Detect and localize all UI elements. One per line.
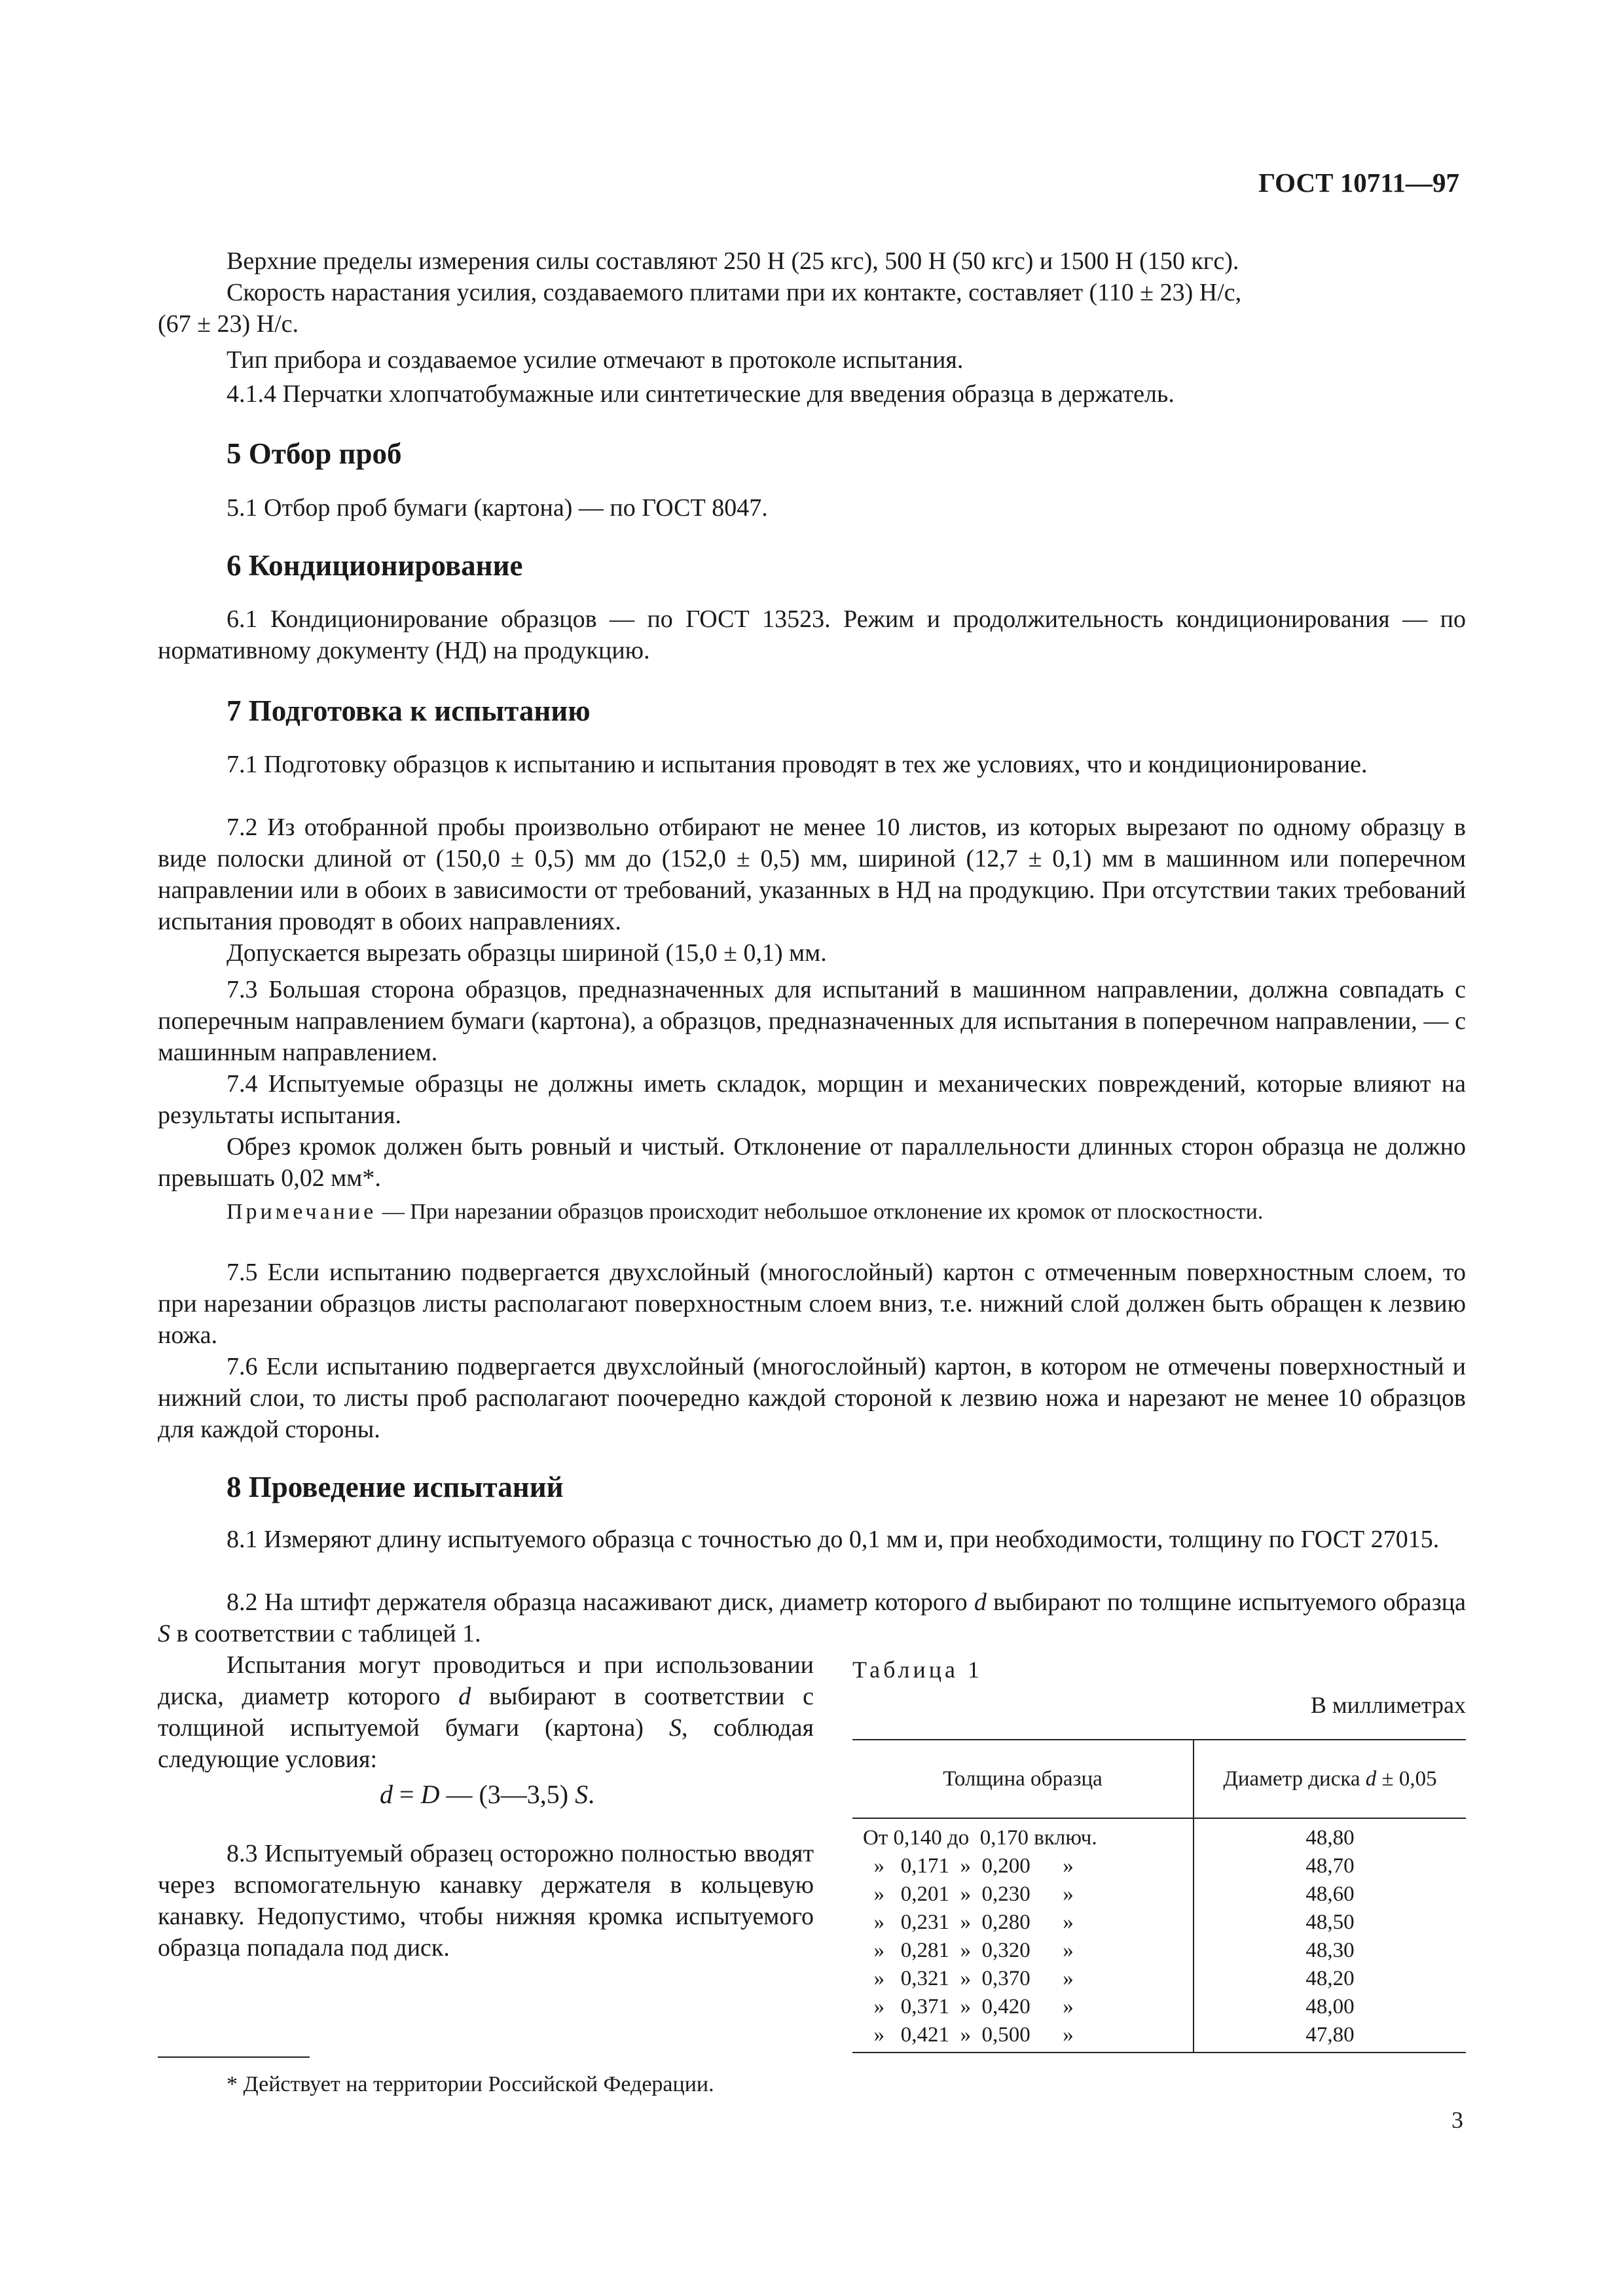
alt-text-c: , соблюдая следующие условия: [158,1714,814,1773]
note-label: Примечание [227,1200,377,1224]
cell-diameter: 48,80 [1305,1826,1355,1850]
clause-8-2 [158,1587,1466,1649]
clause-8-1: 8.1 Измеряют длину испытуемого образца с точностью до 0,1 мм и, при необходимости, толщину по ГОСТ 27015. [227,1526,1440,1553]
cell-diameter: 48,20 [1305,1967,1355,1990]
table-row [852,1818,1466,1852]
document-code: ГОСТ 10711—97 [1258,168,1459,198]
cell-diameter: 48,30 [1305,1939,1355,1962]
symbol-d: d [974,1588,987,1616]
header-thickness: Толщина образца [852,1740,1194,1818]
section-5-heading: 5 Отбор проб [227,437,402,470]
cell-diameter: 48,70 [1305,1854,1355,1878]
clause-4-1-4: 4.1.4 Перчатки хлопчатобумажные или синтетические для введения образца в держатель. [227,380,1175,408]
table-row [852,2021,1466,2053]
clause-6-1: 6.1 Кондиционирование образцов — по ГОСТ 13523. Режим и продолжительность кондиционирования — по нормативному документу (НД) на продукцию. [158,605,1466,664]
cell-thickness: » 0,421 » 0,500 » [852,2021,1194,2053]
intro-paragraph-3: Тип прибора и создаваемое усилие отмечают в протоколе испытания. [227,346,964,374]
table-row [852,1880,1466,1909]
formula-D: D [420,1780,440,1809]
section-6-heading: 6 Кондиционирование [227,549,523,582]
formula [380,1779,594,1810]
symbol-s: S [669,1714,682,1742]
clause-8-2-text-b: выбирают по толщине испытуемого образца [986,1588,1466,1616]
footnote: * Действует на территории Российской Федерации. [227,2072,714,2096]
intro-paragraph-2-line-1: Скорость нарастания усилия, создаваемого плитами при их контакте, составляет (110 ± 23) Н/с, [227,279,1242,306]
symbol-d: d [458,1683,471,1710]
formula-S: S [575,1780,589,1809]
header-diameter-tolerance: ± 0,05 [1376,1767,1437,1791]
cell-thickness: » 0,281 » 0,320 » [852,1937,1194,1965]
cell-thickness: » 0,371 » 0,420 » [852,1993,1194,2021]
clause-7-3: 7.3 Большая сторона образцов, предназначенных для испытаний в машинном направлении, должна совпадать с поперечным направлением бумаги (картона), а образцов, предназначенных для испытания в поперечном направлении, — с машинным направлением. [158,976,1466,1066]
cell-thickness: » 0,231 » 0,280 » [852,1909,1194,1937]
intro-paragraph-1: Верхние пределы измерения силы составляют 250 Н (25 кгс), 500 Н (50 кгс) и 1500 Н (150 кгс). [227,247,1239,275]
clause-7-4-edges: Обрез кромок должен быть ровный и чистый. Отклонение от параллельности длинных сторон образца не должно превышать 0,02 мм*. [158,1133,1466,1192]
clause-7-4: 7.4 Испытуемые образцы не должны иметь складок, морщин и механических повреждений, которые влияют на результаты испытания. [158,1070,1466,1129]
table-header-row [852,1740,1466,1818]
table-row [852,1937,1466,1965]
cell-diameter: 48,00 [1305,1995,1355,2018]
clause-8-2-text-c: в соответствии с таблицей 1. [170,1620,481,1647]
symbol-d: d [1365,1767,1377,1791]
cell-diameter: 47,80 [1194,2021,1466,2053]
clause-7-2: 7.2 Из отобранной пробы произвольно отбирают не менее 10 листов, из которых вырезают по одному образцу в виде полоски длиной от (150,0 ± 0,5) мм до (152,0 ± 0,5) мм, шириной (12,7 ± 0,1) мм в машинном или поперечном направлении или в обоих в зависимости от требований, указанных в НД на продукцию. При отсутствии таких требований испытания проводят в обоих направлениях. [158,814,1466,935]
cell-diameter: 48,60 [1305,1882,1355,1906]
note [158,1198,1466,1227]
table-caption: Таблица 1 [852,1657,983,1683]
clause-8-2-alternative [158,1649,814,1775]
section-8-heading: 8 Проведение испытаний [227,1471,564,1503]
section-7-heading: 7 Подготовка к испытанию [227,694,591,727]
alt-text-a: Испытания могут проводиться и при использовании диска, диаметр которого [158,1651,814,1710]
note-text: — При нарезании образцов происходит небольшое отклонение их кромок от плоскостности. [376,1200,1264,1224]
page-number: 3 [1451,2107,1463,2133]
clause-5-1: 5.1 Отбор проб бумаги (картона) — по ГОСТ 8047. [227,494,768,522]
footnote-divider [158,2056,310,2058]
clause-7-1: 7.1 Подготовку образцов к испытанию и испытания проводят в тех же условиях, что и кондиционирование. [227,751,1368,778]
table-units: В миллиметрах [1310,1692,1466,1718]
cell-diameter: 48,50 [1305,1910,1355,1934]
cell-thickness: » 0,171 » 0,200 » [852,1852,1194,1880]
clause-8-3: 8.3 Испытуемый образец осторожно полностью вводят через вспомогательную канавку держателя в кольцевую канавку. Недопустимо, чтобы нижняя кромка испытуемого образца попадала под диск. [158,1840,814,1962]
clause-7-6: 7.6 Если испытанию подвергается двухслойный (многослойный) картон, в котором не отмечены поверхностный и нижний слои, то листы проб располагают поочередно каждой стороной к лезвию ножа и нарезают не менее 10 образцов для каждой стороны. [158,1353,1466,1443]
clause-7-5: 7.5 Если испытанию подвергается двухслойный (многослойный) картон с отмеченным поверхностным слоем, то при нарезании образцов листы располагают поверхностным слоем вниз, т.е. нижний слой должен быть обращен к лезвию ножа. [158,1259,1466,1349]
table-row [852,1909,1466,1937]
formula-range: — (3—3,5) [439,1780,575,1809]
cell-thickness: От 0,140 до 0,170 включ. [852,1818,1194,1852]
symbol-s: S [158,1620,170,1647]
intro-paragraph-2-line-2: (67 ± 23) Н/с. [158,310,299,338]
header-diameter [1194,1740,1466,1818]
cell-thickness: » 0,321 » 0,370 » [852,1965,1194,1993]
alt-text-b: выбирают в соответствии с толщиной испытуемой бумаги (картона) [158,1683,814,1742]
table-row [852,1852,1466,1880]
header-diameter-text: Диаметр диска [1223,1767,1366,1791]
table-row [852,1993,1466,2021]
table-row [852,1965,1466,1993]
cell-thickness: » 0,201 » 0,230 » [852,1880,1194,1909]
formula-dot: . [588,1780,595,1809]
clause-7-2-addendum: Допускается вырезать образцы шириной (15,0 ± 0,1) мм. [227,939,827,967]
clause-8-2-text-a: 8.2 На штифт держателя образца насаживают диск, диаметр которого [227,1588,974,1616]
formula-d: d [380,1780,393,1809]
table-1 [852,1739,1466,2053]
formula-equals: = [393,1780,421,1809]
